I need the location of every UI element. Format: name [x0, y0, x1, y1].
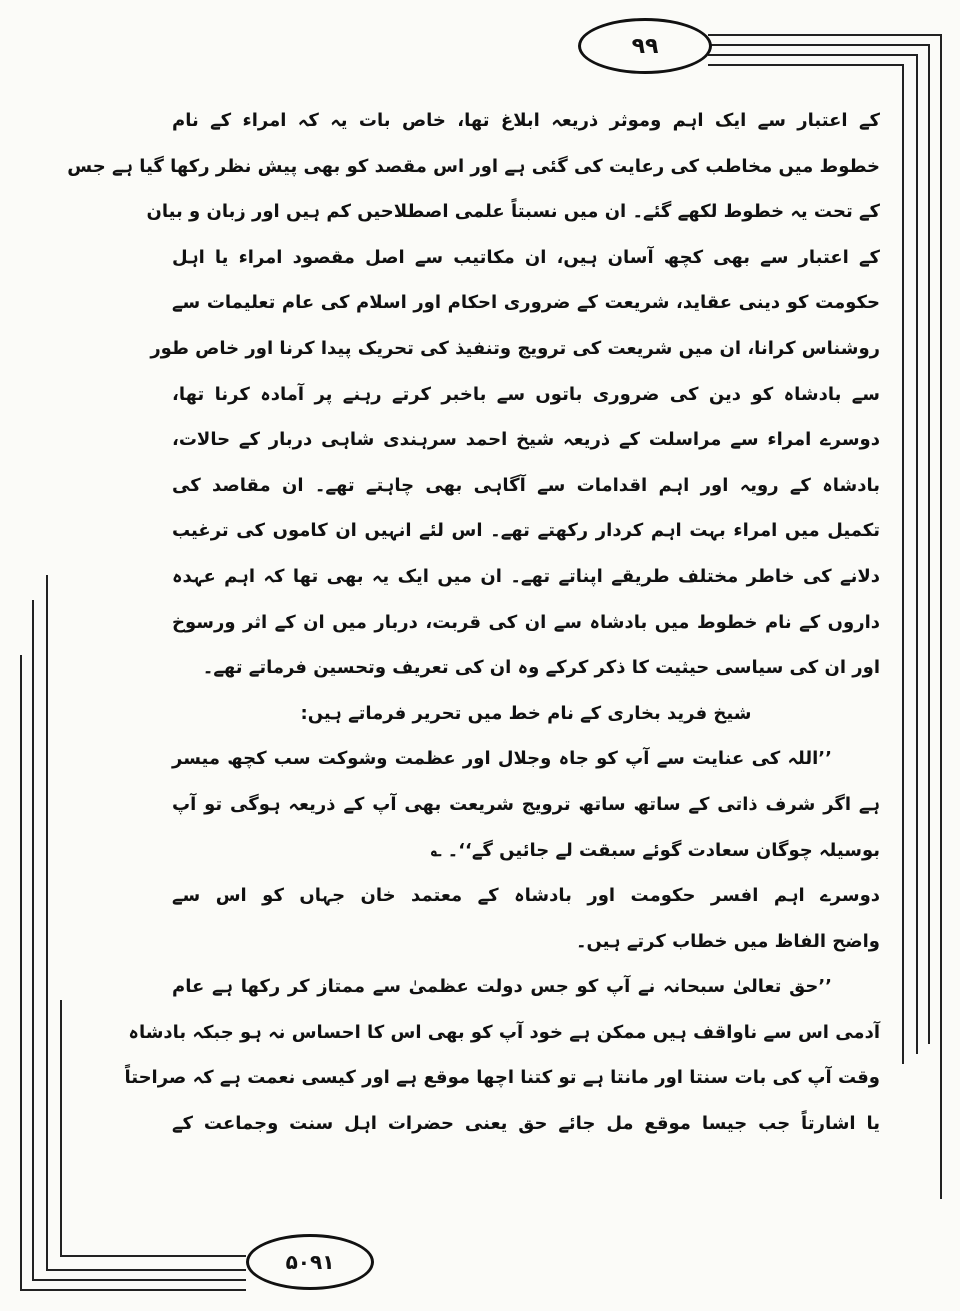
quote-line: آدمی اس سے ناواقف ہیں ممکن ہے خود آپ کو بھی اس کا احساس نہ ہو جبکہ بادشاہ: [128, 1021, 880, 1043]
frame-right-line-1: [940, 34, 942, 1199]
frame-left-line-4: [60, 1000, 62, 1255]
frame-bottom-line-1: [20, 1289, 246, 1291]
frame-top-line-1: [708, 34, 942, 36]
frame-left-line-1: [20, 655, 22, 1290]
frame-bottom-line-3: [46, 1269, 246, 1271]
frame-right-line-4: [902, 64, 904, 1064]
quote-line: ہے اگر شرف ذاتی کے ساتھ ساتھ ترویج شریعت بھی آپ کے ذریعہ ہوگی تو آپ: [172, 793, 880, 815]
text-line: دوسرے اہم افسر حکومت اور بادشاہ کے معتمد خان جہاں کو اس سے: [172, 885, 880, 907]
quote-line: ’’حق تعالیٰ سبحانہ نے آپ کو جس دولت عظمیٰ سے ممتاز کر رکھا ہے عام: [172, 976, 832, 998]
text-line: واضح الفاظ میں خطاب کرتے ہیں۔: [575, 930, 880, 952]
frame-bottom-line-2: [32, 1279, 246, 1281]
text-line: تکمیل میں امراء بہت اہم کردار رکھتے تھے۔ اس لئے انہیں ان کاموں کی ترغیب: [172, 520, 880, 542]
text-line: داروں کے نام خطوط میں بادشاہ سے ان کی قربت، دربار میں ان کے اثر ورسوخ: [172, 611, 880, 633]
body-text: [67, 98, 880, 1147]
text-line: کے تحت یہ خطوط لکھے گئے۔ ان میں نسبتاً علمی اصطلاحیں کم ہیں اور زبان و بیان: [146, 201, 880, 223]
text-line: بادشاہ کے رویہ اور اہم اقدامات سے آگاہی بھی چاہتے تھے۔ ان مقاصد کی: [172, 474, 880, 496]
frame-top-line-3: [708, 54, 918, 56]
frame-left-line-3: [46, 575, 48, 1270]
text-line: کے اعتبار سے بھی کچھ آسان ہیں، ان مکاتیب سے اصل مقصود امراء یا اہل: [172, 246, 880, 268]
page-number-bottom: ۵۰۹۱: [246, 1234, 374, 1290]
text-line: خطوط میں مخاطب کی رعایت کی گئی ہے اور اس مقصد کو بھی پیش نظر رکھا گیا ہے جس: [67, 155, 880, 177]
text-line: دلانے کی خاطر مختلف طریقے اپناتے تھے۔ ان میں ایک یہ بھی تھا کہ اہم عہدہ: [172, 565, 880, 587]
quote-line: بوسیلہ چوگان سعادت گوئے سبقت لے جائیں گے‘‘۔ ؎: [430, 839, 880, 861]
quote-line: وقت آپ کی بات سنتا اور مانتا ہے تو کتنا اچھا موقع ہے اور کیسی نعمت ہے کہ صراحتاً: [124, 1067, 880, 1089]
text-line: سے بادشاہ کو دین کی ضروری باتوں سے باخبر کرتے رہنے پر آمادہ کرنا تھا،: [172, 383, 880, 405]
text-line: روشناس کرانا، ان میں شریعت کی ترویج وتنفیذ کی تحریک پیدا کرنا اور خاص طور: [150, 337, 880, 359]
text-line: کے اعتبار سے ایک اہم وموثر ذریعہ ابلاغ تھا، خاص بات یہ کہ امراء کے نام: [172, 110, 880, 131]
frame-bottom-line-4: [60, 1255, 246, 1257]
page-number-top: ۹۹: [578, 18, 712, 74]
quote-line: ’’اللہ کی عنایت سے آپ کو جاہ وجلال اور عظمت وشوکت سب کچھ میسر: [172, 748, 832, 770]
frame-left-line-2: [32, 600, 34, 1280]
quote-line: یا اشارتاً جب جیسا موقع مل جائے حق یعنی حضرات اہل سنت وجماعت کے: [172, 1113, 880, 1135]
frame-top-line-4: [708, 64, 904, 66]
text-line: دوسرے امراء سے مراسلت کے ذریعہ شیخ احمد سرہندی شاہی دربار کے حالات،: [172, 429, 880, 451]
text-line: حکومت کو دینی عقاید، شریعت کے ضروری احکام اور اسلام کی عام تعلیمات سے: [172, 292, 880, 314]
frame-right-line-2: [928, 44, 930, 1044]
quote-intro-line: شیخ فرید بخاری کے نام خط میں تحریر فرماتے ہیں:: [300, 702, 752, 724]
frame-right-line-3: [916, 54, 918, 1054]
frame-top-line-2: [708, 44, 930, 46]
text-line: اور ان کی سیاسی حیثیت کا ذکر کرکے وہ ان کی تعریف وتحسین فرماتے تھے۔: [202, 657, 880, 679]
